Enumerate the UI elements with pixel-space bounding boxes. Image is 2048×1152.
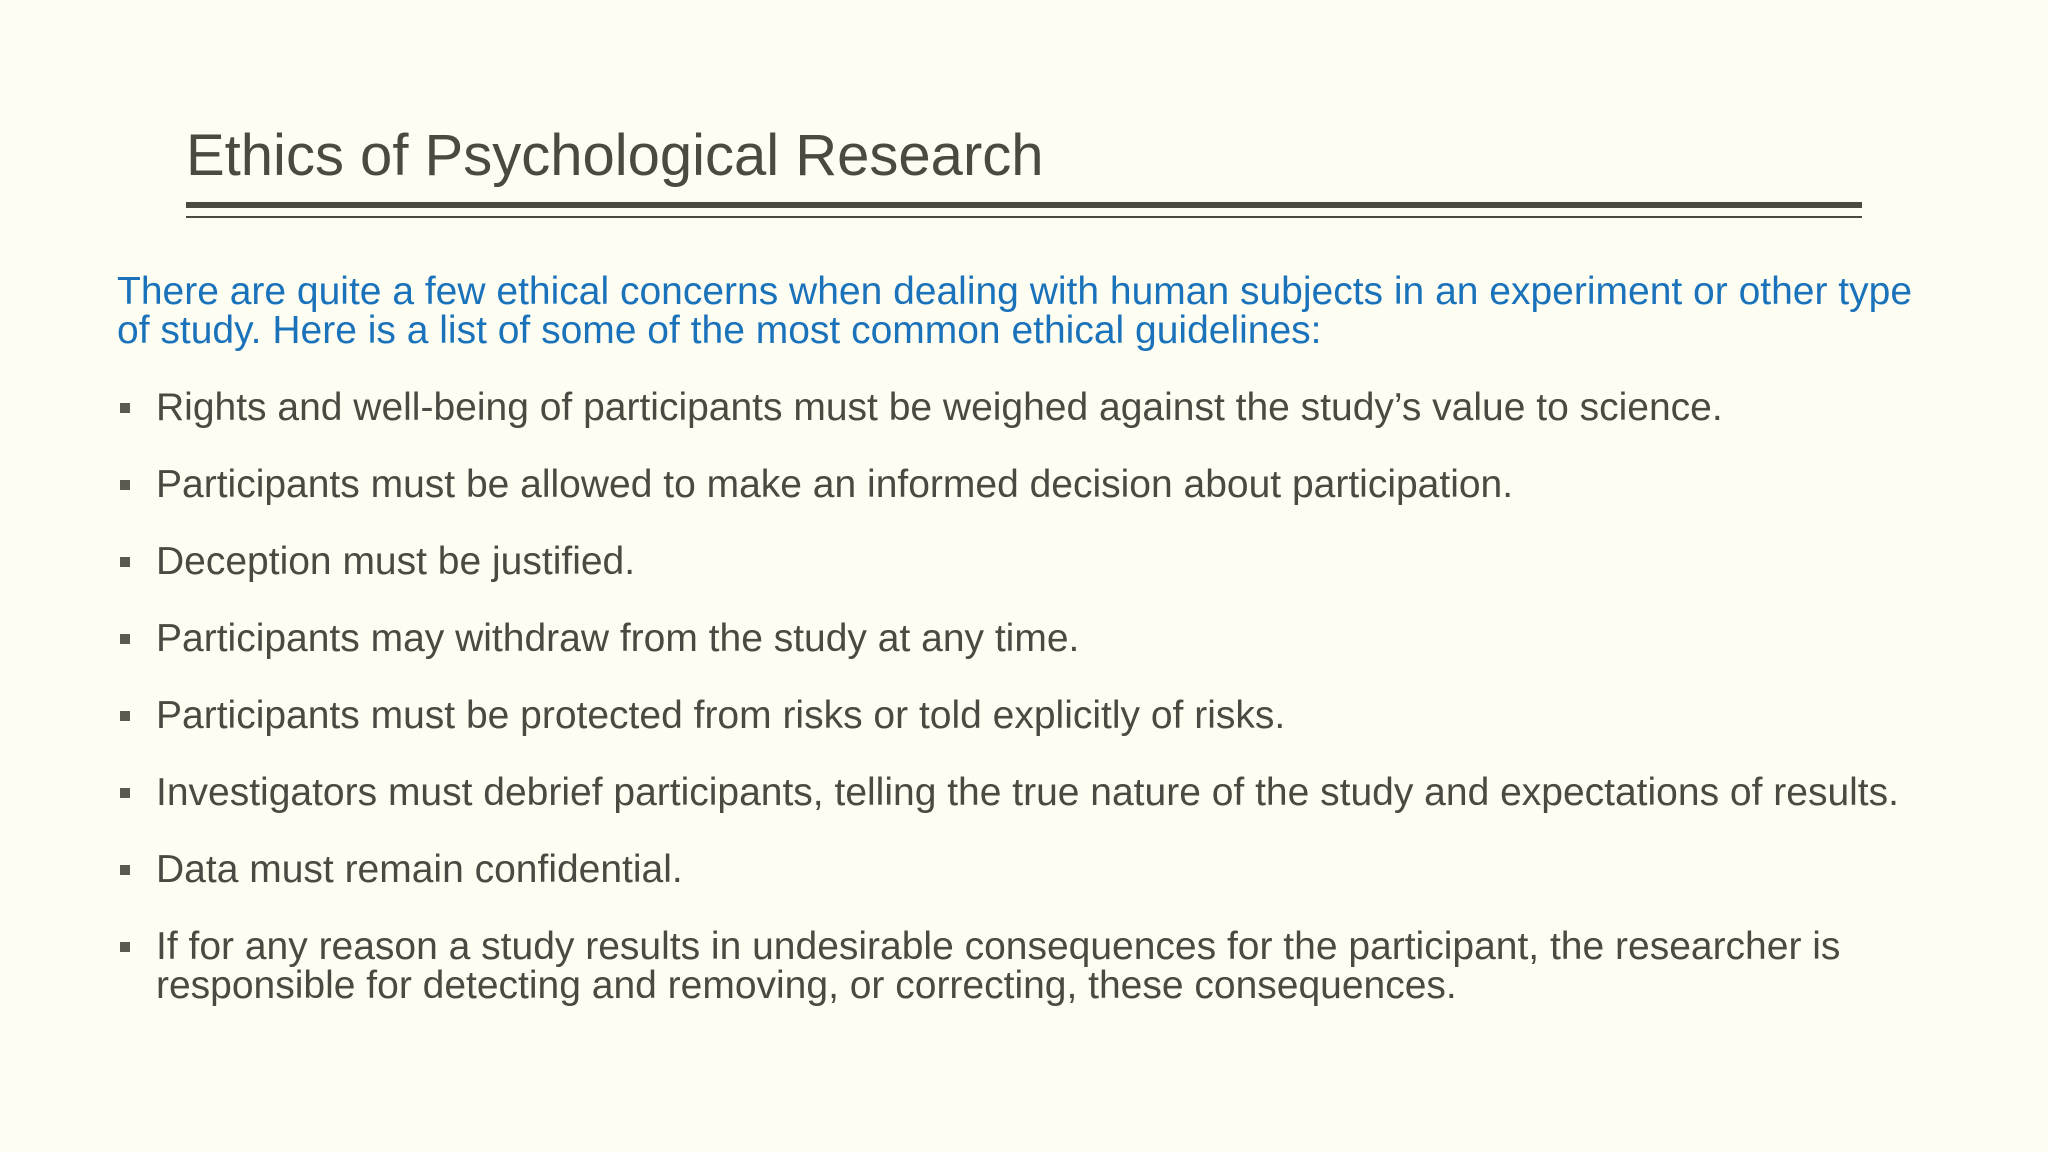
title-underline-thick — [186, 202, 1862, 208]
square-bullet-icon — [120, 480, 130, 490]
title-underline-thin — [186, 216, 1862, 218]
list-item — [117, 927, 1927, 1005]
square-bullet-icon — [120, 557, 130, 567]
list-item — [117, 542, 1927, 581]
square-bullet-icon — [120, 711, 130, 721]
intro-paragraph: There are quite a few ethical concerns when dealing with human subjects in an experiment or other type of study. Here is a list of some of the most common ethical guidelines: — [117, 270, 1913, 352]
list-item-text: Data must remain confidential. — [156, 848, 683, 891]
list-item — [117, 619, 1927, 658]
list-item-text: Participants must be allowed to make an informed decision about participation. — [156, 463, 1514, 506]
square-bullet-icon — [120, 865, 130, 875]
list-item-text: If for any reason a study results in undesirable consequences for the participant, the researcher is responsible for detecting and removing, or correcting, these consequences. — [156, 925, 1841, 1007]
square-bullet-icon — [120, 942, 130, 952]
list-item — [117, 388, 1927, 427]
list-item-text: Participants may withdraw from the study at any time. — [156, 617, 1080, 660]
list-item-text: Participants must be protected from risks or told explicitly of risks. — [156, 694, 1286, 737]
list-item — [117, 696, 1927, 735]
list-item — [117, 465, 1927, 504]
list-item-text: Deception must be justified. — [156, 540, 636, 583]
guideline-list — [117, 388, 1927, 1043]
list-item — [117, 850, 1927, 889]
slide-title: Ethics of Psychological Research — [186, 123, 1044, 188]
list-item-text: Rights and well-being of participants must be weighed against the study’s value to science. — [156, 386, 1723, 429]
square-bullet-icon — [120, 403, 130, 413]
square-bullet-icon — [120, 788, 130, 798]
list-item — [117, 773, 1927, 812]
square-bullet-icon — [120, 634, 130, 644]
list-item-text: Investigators must debrief participants, telling the true nature of the study and expectations of results. — [156, 771, 1899, 814]
